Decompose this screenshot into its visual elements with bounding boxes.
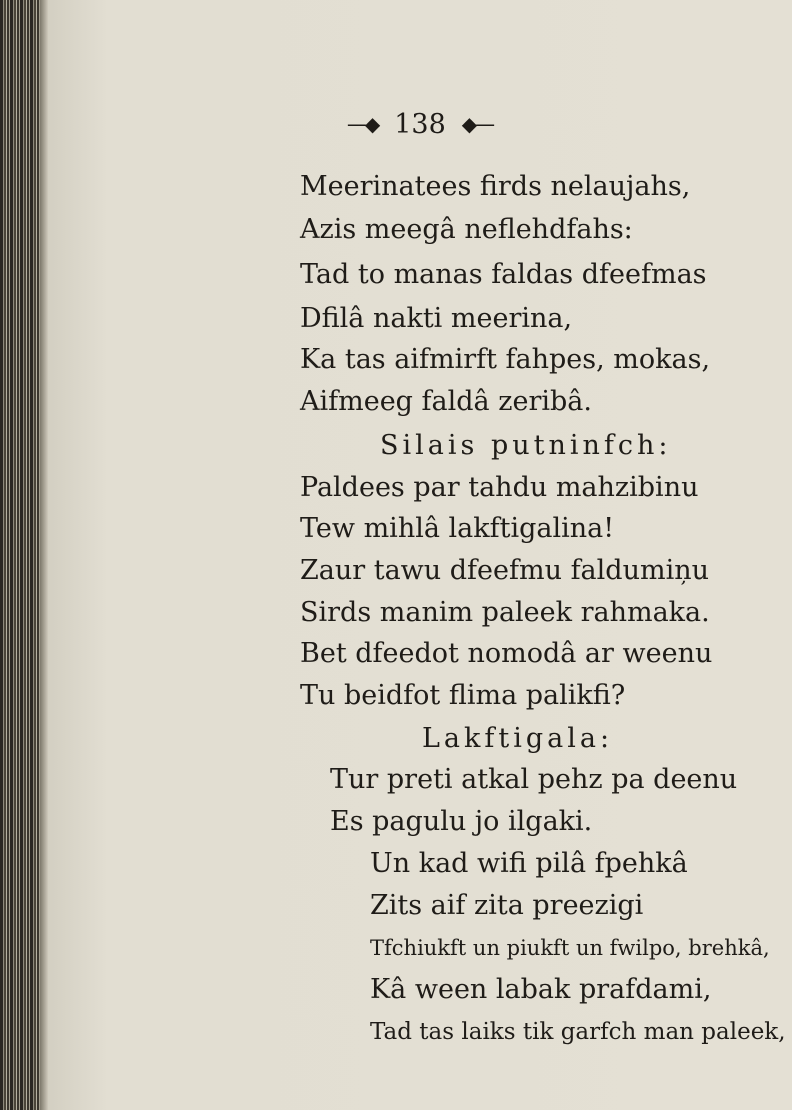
book-spine bbox=[0, 0, 40, 1110]
verse-line: Azis meegâ neflehdfahs: bbox=[300, 214, 633, 245]
verse-line: Tad to manas faldas dfeefmas bbox=[300, 259, 707, 290]
verse-line: Zits aif zita preezigi bbox=[370, 890, 644, 921]
verse-line: Tad tas laiks tik garfch man paleek, bbox=[370, 1019, 786, 1045]
verse-line: Tu beidfot flima palikfi? bbox=[300, 680, 626, 711]
speaker-heading: Silais putninfch: bbox=[380, 430, 672, 461]
verse-line: Un kad wifi pilâ fpehkâ bbox=[370, 848, 688, 879]
verse-line: Tur preti atkal pehz pa deenu bbox=[330, 764, 738, 795]
page-edge-shadow bbox=[40, 0, 48, 1110]
verse-line: Meerinatees firds nelaujahs, bbox=[300, 171, 691, 202]
speaker-heading: Lakftigala: bbox=[422, 723, 614, 754]
verse-line: Tfchiukft un piukft un fwilpo, brehkâ, bbox=[370, 936, 770, 960]
verse-line: Zaur tawu dfeefmu faldumiņu bbox=[300, 555, 709, 586]
verse-line: Tew mihlâ lakftigalina! bbox=[300, 513, 615, 544]
page-number: 138 bbox=[394, 108, 446, 140]
book-page bbox=[48, 0, 792, 1110]
page-header bbox=[48, 104, 792, 144]
right-ornament-icon: ◆— bbox=[461, 112, 494, 136]
verse-line: Bet dfeedot nomodâ ar weenu bbox=[300, 638, 713, 669]
verse-line: Kâ ween labak prafdami, bbox=[370, 974, 712, 1005]
verse-line: Aifmeeg faldâ zeribâ. bbox=[300, 386, 592, 417]
verse-line: Sirds manim paleek rahmaka. bbox=[300, 597, 710, 628]
verse-line: Ka tas aifmirft fahpes, mokas, bbox=[300, 344, 711, 375]
verse-line: Dfilâ nakti meerina, bbox=[300, 303, 573, 334]
verse-line: Paldees par tahdu mahzibinu bbox=[300, 472, 699, 503]
verse-line: Es pagulu jo ilgaki. bbox=[330, 806, 593, 837]
left-ornament-icon: —◆ bbox=[346, 112, 379, 136]
